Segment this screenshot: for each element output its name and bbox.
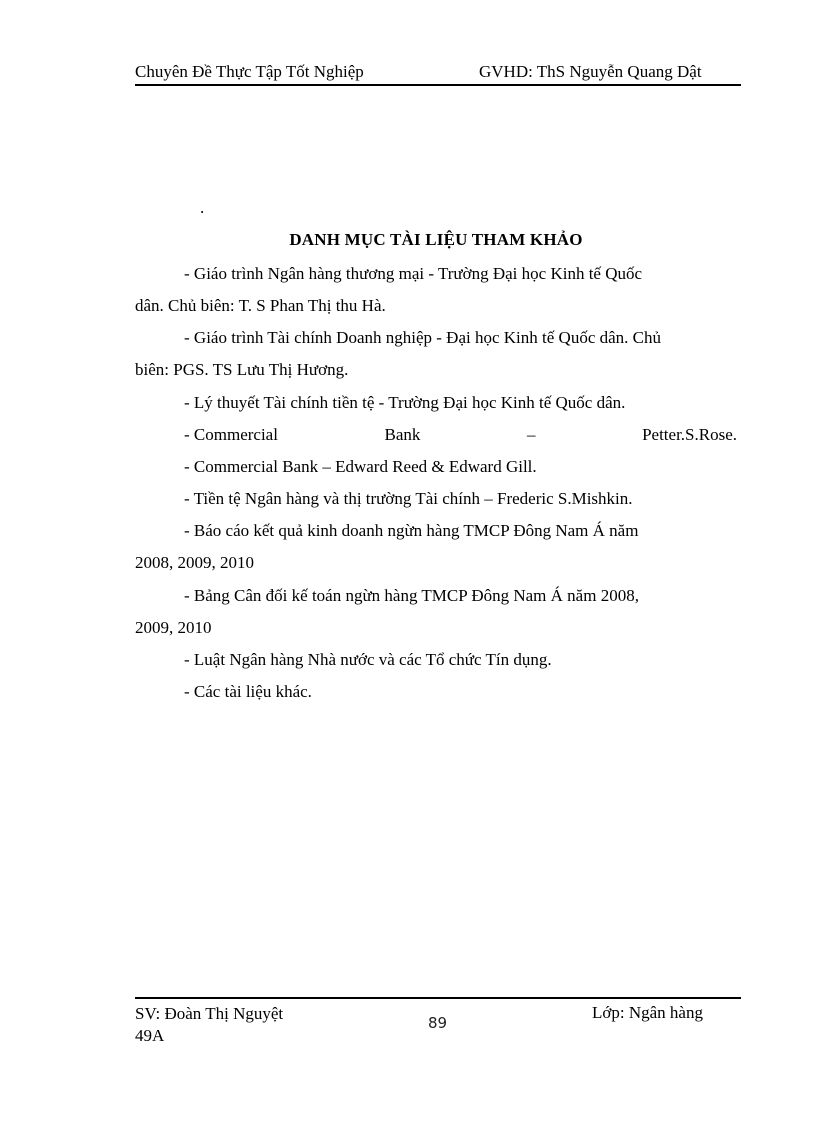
reference-text-cont: dân. Chủ biên: T. S Phan Thị thu Hà. <box>135 296 386 315</box>
reference-item-5 <box>135 451 737 483</box>
reference-text-cont: 2008, 2009, 2010 <box>135 553 254 572</box>
reference-text: - Lý thuyết Tài chính tiền tệ - Trường Đại học Kinh tế Quốc dân. <box>184 393 626 412</box>
reference-item-10 <box>135 676 737 708</box>
reference-text: - Bảng Cân đối kế toán ngừn hàng TMCP Đông Nam Á năm 2008, <box>184 586 639 605</box>
footer-student-cohort: 49A <box>135 1026 165 1045</box>
reference-text-cont: biên: PGS. TS Lưu Thị Hương. <box>135 360 349 379</box>
reference-item-7 <box>135 515 737 579</box>
header-advisor: GVHD: ThS Nguyễn Quang Dật <box>479 62 702 81</box>
header-divider <box>135 84 741 86</box>
reference-item-9 <box>135 644 737 676</box>
reference-item-8 <box>135 580 737 644</box>
stray-mark: . <box>200 198 205 217</box>
footer-class: Lớp: Ngân hàng <box>592 1003 703 1022</box>
reference-part: Bank <box>384 425 421 444</box>
reference-part: Petter.S.Rose. <box>642 425 737 444</box>
reference-part: - Commercial <box>184 425 278 444</box>
reference-item-1 <box>135 258 737 322</box>
reference-text: - Commercial Bank – Edward Reed & Edward Gill. <box>184 457 537 476</box>
reference-part: – <box>527 425 536 444</box>
header-document-title: Chuyên Đề Thực Tập Tốt Nghiệp <box>135 62 364 81</box>
page-number: 89 <box>428 1014 448 1032</box>
reference-item-4 <box>184 425 737 445</box>
reference-text: - Luật Ngân hàng Nhà nước và các Tổ chức Tín dụng. <box>184 650 552 669</box>
reference-text-cont: 2009, 2010 <box>135 618 212 637</box>
reference-item-3 <box>135 387 737 419</box>
reference-item-6 <box>135 483 737 515</box>
reference-text: - Giáo trình Tài chính Doanh nghiệp - Đại học Kinh tế Quốc dân. Chủ <box>184 328 661 347</box>
reference-text: - Báo cáo kết quả kinh doanh ngừn hàng TMCP Đông Nam Á năm <box>184 521 639 540</box>
page-title: DANH MỤC TÀI LIỆU THAM KHẢO <box>289 230 583 249</box>
reference-text: - Giáo trình Ngân hàng thương mại - Trường Đại học Kinh tế Quốc <box>184 264 643 283</box>
footer-student <box>135 1003 283 1047</box>
reference-text: - Các tài liệu khác. <box>184 682 312 701</box>
footer-divider <box>135 997 741 999</box>
footer-student-name: SV: Đoàn Thị Nguyệt <box>135 1004 284 1023</box>
reference-text: - Tiền tệ Ngân hàng và thị trường Tài chính – Frederic S.Mishkin. <box>184 489 633 508</box>
reference-item-2 <box>135 322 737 386</box>
